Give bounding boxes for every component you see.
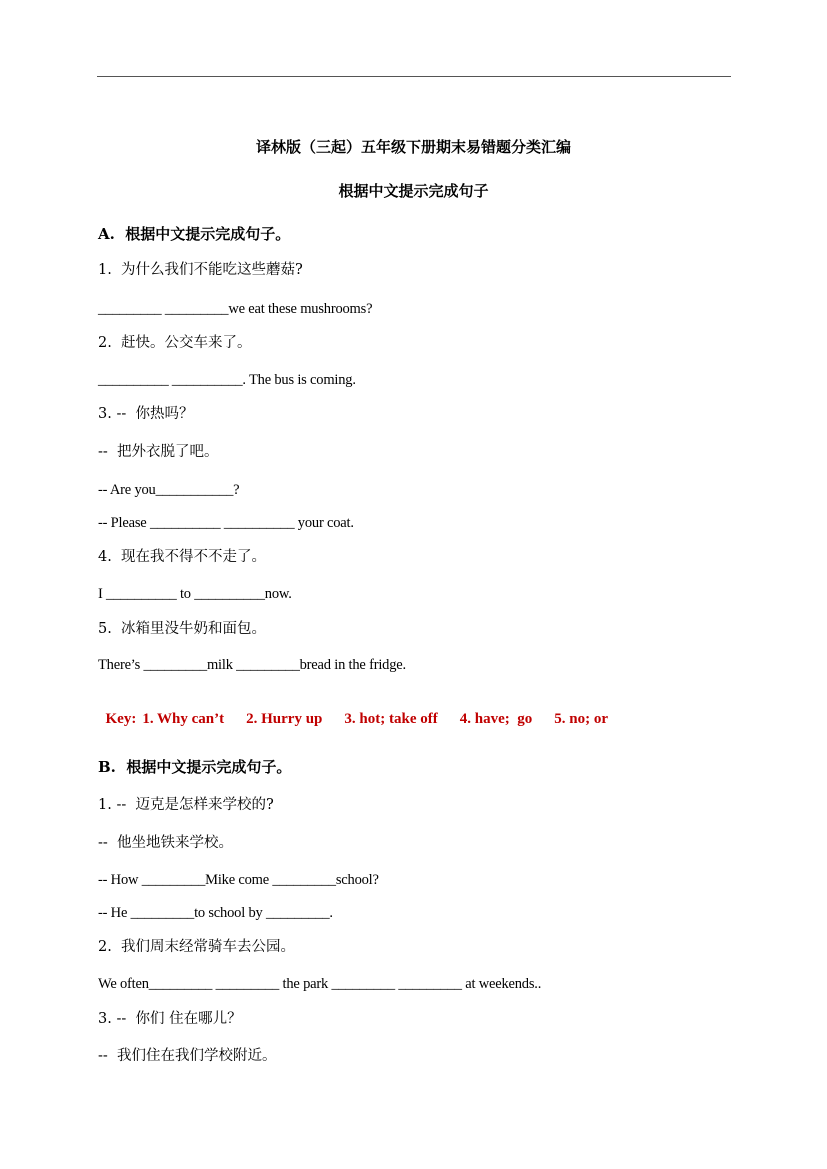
question-b3-prompt-2: -- 我们住在我们学校附近。 (98, 1048, 277, 1064)
question-a3-answer-line-1: -- Are you___________? (98, 482, 240, 498)
question-b3-prompt-1: 3. -- 你们 住在哪儿？ (98, 1011, 242, 1027)
question-a4-answer-line: I __________ to __________now. (98, 586, 292, 602)
question-a3-prompt-2: -- 把外衣脱了吧。 (98, 444, 219, 460)
answer-key-4: 4. have; go (459, 711, 533, 727)
question-b2-prompt: 2. 我们周末经常骑车去公园。 (98, 939, 296, 955)
question-a5-answer-line: There’s _________milk _________bread in the fridge. (98, 657, 406, 673)
question-a4-prompt: 4. 现在我不得不不走了。 (98, 549, 267, 565)
document-subtitle: 根据中文提示完成句子 (338, 182, 489, 200)
answer-key-2: 2. Hurry up (246, 711, 323, 727)
question-b1-answer-line-2: -- He _________to school by _________. (98, 905, 333, 921)
question-b1-prompt-1: 1. -- 迈克是怎样来学校的? (98, 797, 274, 813)
answer-key (98, 689, 630, 729)
section-b-heading: B. 根据中文提示完成句子。 (98, 758, 292, 776)
document-title: 译林版（三起）五年级下册期末易错题分类汇编 (255, 138, 571, 156)
answer-key-3: 3. hot; take off (344, 711, 438, 727)
question-a3-answer-line-2: -- Please __________ __________ your coat. (98, 515, 354, 531)
question-a1-prompt: 1. 为什么我们不能吃这些蘑菇? (98, 262, 303, 278)
answer-key-1: 1. Why can’t (142, 711, 225, 727)
question-a3-prompt-1: 3. -- 你热吗？ (98, 406, 194, 422)
section-a-heading: A. 根据中文提示完成句子。 (98, 225, 291, 243)
question-a5-prompt: 5. 冰箱里没牛奶和面包。 (98, 621, 267, 637)
question-a1-answer-line: _________ _________we eat these mushrooms? (98, 301, 373, 317)
header-rule (97, 76, 731, 77)
answer-key-5: 5. no; or (554, 711, 608, 727)
answer-key-label: Key: (105, 711, 137, 727)
question-b2-answer-line: We often_________ _________ the park _________ _________ at weekends.. (98, 976, 542, 992)
question-a2-answer-line: __________ __________. The bus is coming. (98, 372, 356, 388)
question-a2-prompt: 2. 赶快。公交车来了。 (98, 335, 252, 351)
question-b1-prompt-2: -- 他坐地铁来学校。 (98, 835, 234, 851)
question-b1-answer-line-1: -- How _________Mike come _________school? (98, 872, 379, 888)
